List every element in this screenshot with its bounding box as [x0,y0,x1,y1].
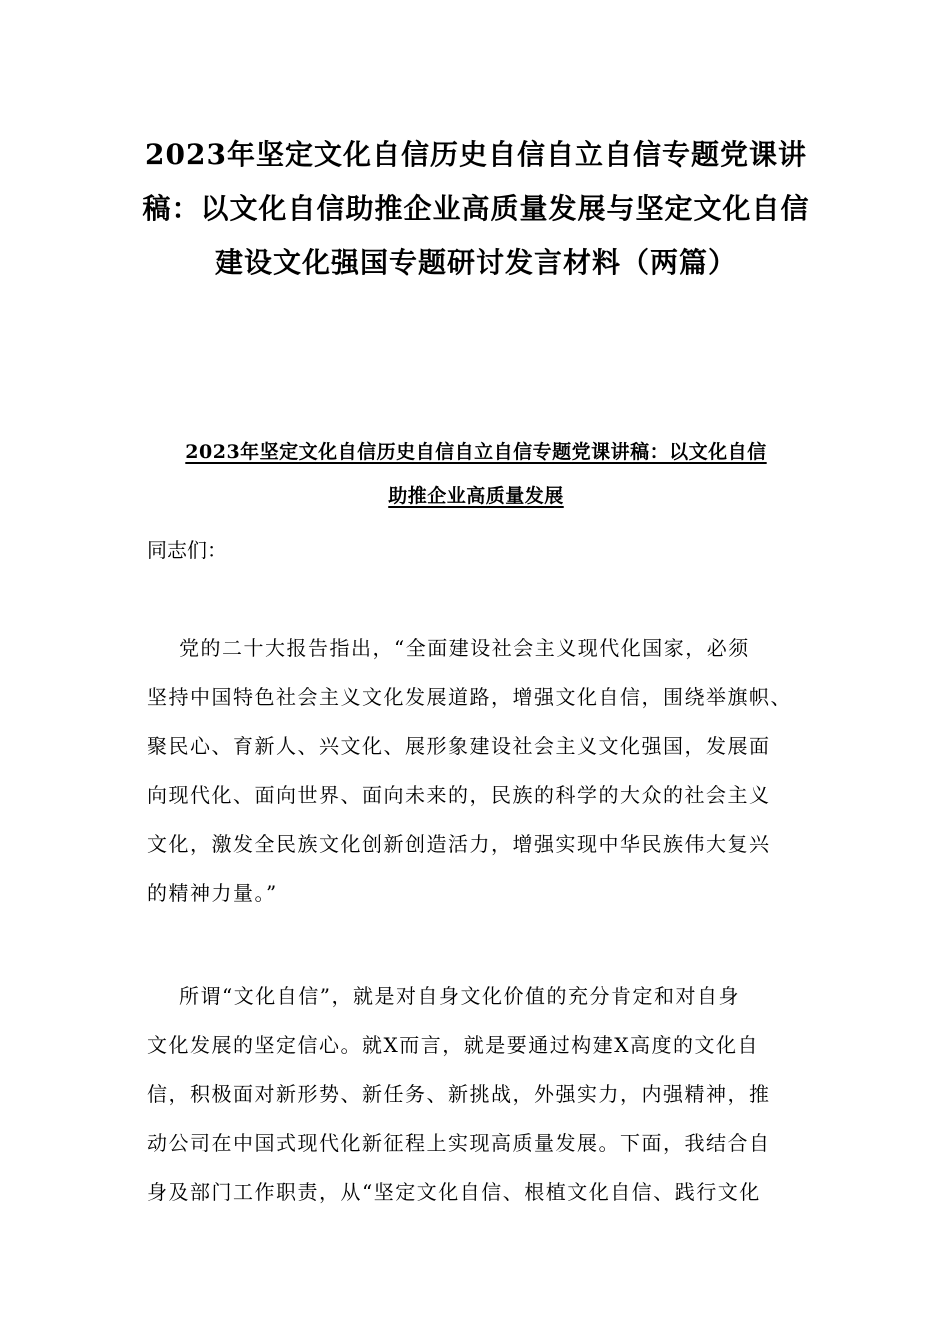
section-title-line [120,474,832,518]
greeting: 同志们： [147,538,227,562]
paragraph-line: 聚民心、育新人、兴文化、展形象建设社会主义文化强国，发展面 [147,734,771,758]
body-paragraph [147,624,817,918]
paragraph-line: 文化，激发全民族文化创新创造活力，增强实现中华民族伟大复兴 [147,832,771,856]
body-paragraph [147,972,817,1217]
section-title-text: 助推企业高质量发展 [388,485,564,507]
paragraph-line: 的精神力量。” [147,881,278,905]
title-line: 稿：以文化自信助推企业高质量发展与坚定文化自信 [142,192,810,225]
paragraph-line: 信，积极面对新形势、新任务、新挑战，外强实力，内强精神，推 [147,1082,771,1106]
title-line: 建设文化强国专题研讨发言材料（两篇） [214,246,737,279]
title-line: 2023年坚定文化自信历史自信自立自信专题党课讲 [145,138,807,171]
paragraph-line: 动公司在中国式现代化新征程上实现高质量发展。下面，我结合自 [147,1131,771,1155]
paragraph-line: 向现代化、面向世界、面向未来的，民族的科学的大众的社会主义 [147,783,771,807]
paragraph-line: 党的二十大报告指出，“全面建设社会主义现代化国家，必须 [179,636,750,660]
paragraph-line: 身及部门工作职责，从“坚定文化自信、根植文化自信、践行文化 [147,1180,761,1204]
section-title-text: 2023年坚定文化自信历史自信自立自信专题党课讲稿：以文化自信 [185,441,767,463]
paragraph-line: 所谓“文化自信”，就是对自身文化价值的充分肯定和对自身 [179,984,740,1008]
paragraph-line: 文化发展的坚定信心。就X而言，就是要通过构建X高度的文化自 [147,1033,759,1057]
document-title [120,128,832,290]
section-title [120,430,832,518]
paragraph-line: 坚持中国特色社会主义文化发展道路，增强文化自信，围绕举旗帜、 [147,685,792,709]
section-title-line [120,430,832,474]
